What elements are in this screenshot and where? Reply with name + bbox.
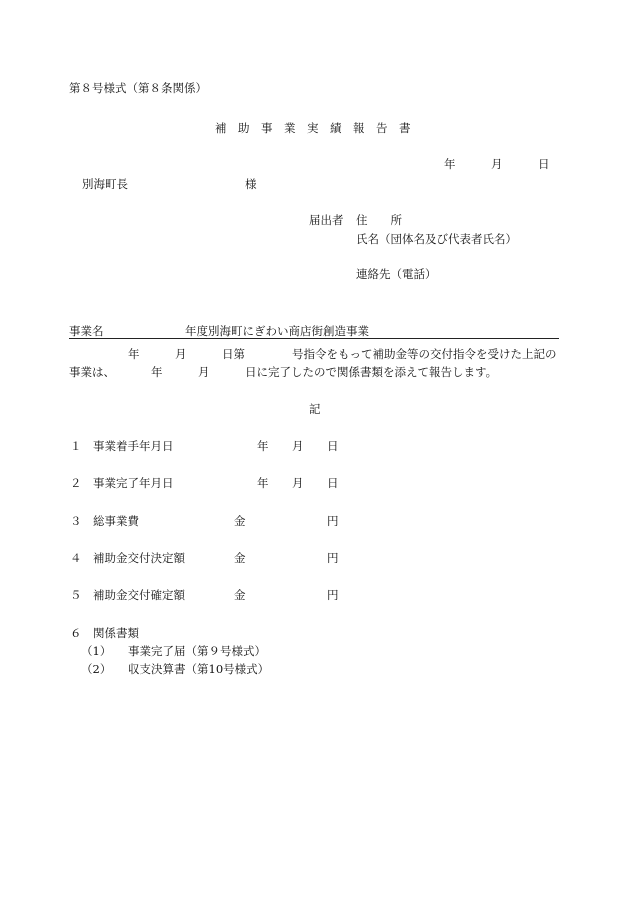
note-heading: 記 [309, 402, 321, 416]
item-2-number: ２ [70, 476, 82, 490]
item-1-month-label: 月 [292, 439, 304, 453]
body-line1-text: 号指令をもって補助金等の交付指令を受けた上記の [292, 347, 557, 361]
date-year-label: 年 [444, 157, 456, 171]
item-5-prefix: 金 [234, 588, 246, 602]
item-4-label: 補助金交付決定額 [93, 551, 185, 565]
item-1-number: １ [70, 439, 82, 453]
item-5-label: 補助金交付確定額 [93, 588, 185, 602]
body-line2-year: 年 [151, 365, 163, 379]
body-line2-text: 日に完了したので関係書類を添えて報告します。 [245, 365, 498, 379]
body-line2-month: 月 [198, 365, 210, 379]
document-2-text: 収支決算書（第10号様式） [128, 662, 270, 676]
body-line2-start: 事業は、 [69, 365, 115, 379]
item-2-month-label: 月 [292, 476, 304, 490]
contact-label: 連絡先（電話） [356, 267, 437, 281]
date-day-label: 日 [538, 157, 550, 171]
item-1-year-label: 年 [257, 439, 269, 453]
item-3-unit: 円 [327, 514, 339, 528]
form-number: 第８号様式（第８条関係） [69, 81, 207, 95]
item-5-number: ５ [70, 588, 82, 602]
documents-label: 関係書類 [93, 626, 139, 640]
item-3-label: 総事業費 [93, 514, 139, 528]
item-1-label: 事業着手年月日 [93, 439, 174, 453]
item-5-unit: 円 [327, 588, 339, 602]
addressee-name: 別海町長 [82, 177, 128, 191]
date-month-label: 月 [491, 157, 503, 171]
item-2-label: 事業完了年月日 [93, 476, 174, 490]
document-1-text: 事業完了届（第９号様式） [128, 644, 266, 658]
project-underline [69, 338, 559, 339]
documents-number: ６ [70, 626, 82, 640]
item-2-year-label: 年 [257, 476, 269, 490]
item-3-prefix: 金 [234, 514, 246, 528]
document-2-number: （2） [81, 662, 112, 676]
body-line1-year: 年 [128, 347, 140, 361]
addressee-honorific: 様 [245, 177, 257, 191]
item-4-prefix: 金 [234, 551, 246, 565]
item-4-unit: 円 [327, 551, 339, 565]
document-1-number: （1） [81, 644, 112, 658]
project-name: 年度別海町にぎわい商店街創造事業 [185, 324, 369, 338]
document-title: 補 助 事 業 実 績 報 告 書 [215, 121, 411, 135]
body-line1-day-no: 日第 [222, 347, 245, 361]
item-4-number: ４ [70, 551, 82, 565]
applicant-label: 届出者 [309, 213, 344, 227]
project-label: 事業名 [69, 324, 104, 338]
item-2-day-label: 日 [327, 476, 339, 490]
item-3-number: ３ [70, 514, 82, 528]
item-1-day-label: 日 [327, 439, 339, 453]
applicant-name-label: 氏名（団体名及び代表者氏名） [356, 232, 517, 246]
body-line1-month: 月 [175, 347, 187, 361]
address-label: 住 所 [356, 213, 402, 227]
